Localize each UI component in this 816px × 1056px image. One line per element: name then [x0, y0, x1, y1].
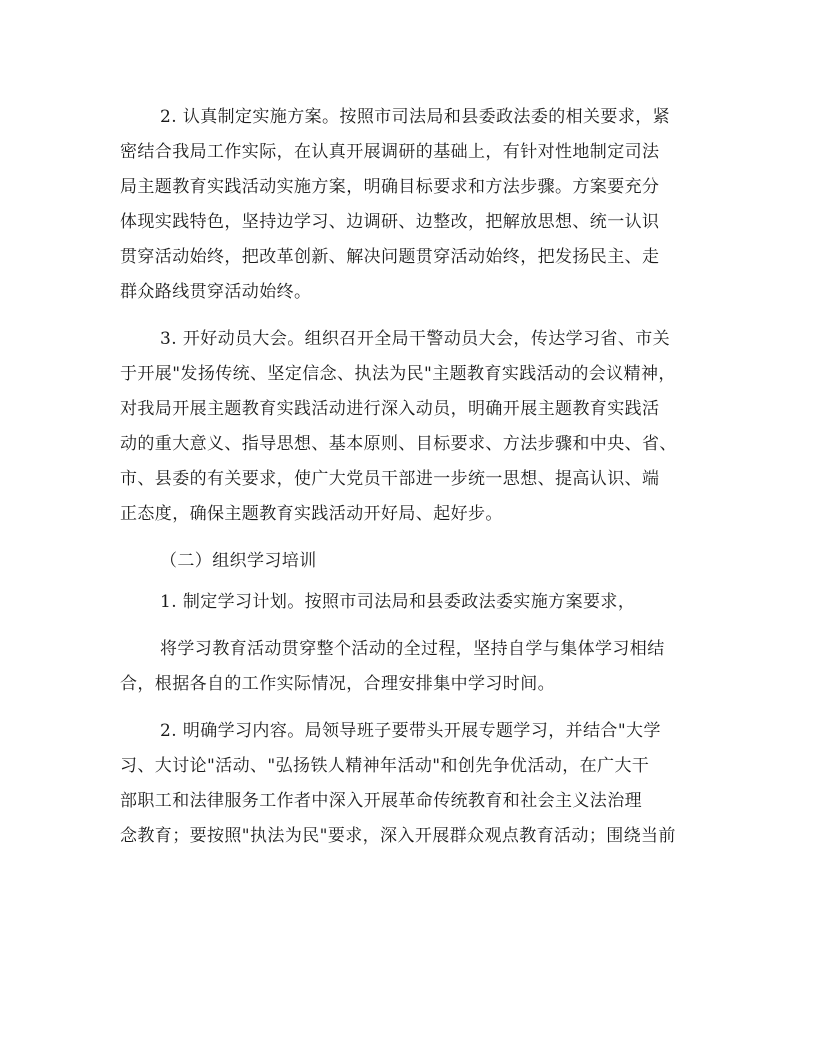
text-line: 体现实践特色，坚持边学习、边调研、边整改，把解放思想、统一认识: [120, 212, 660, 232]
text-line: （二）组织学习培训: [160, 551, 317, 571]
text-line: 1. 制定学习计划。按照市司法局和县委政法委实施方案要求，: [160, 592, 636, 612]
text-line: 正态度，确保主题教育实践活动开好局、起好步。: [120, 504, 503, 524]
text-line: 贯穿活动始终，把改革创新、解决问题贯穿活动始终，把发扬民主、走: [120, 247, 660, 267]
paragraph-study-plan: [120, 585, 700, 620]
text-line: 3. 开好动员大会。组织召开全局干警动员大会，传达学习省、市关: [160, 329, 671, 349]
document-body: [120, 100, 700, 866]
paragraph-study-content: [120, 714, 700, 854]
text-line: 对我局开展主题教育实践活动进行深入动员，明确开展主题教育实践活: [120, 399, 660, 419]
text-line: 2. 明确学习内容。局领导班子要带头开展专题学习，并结合"大学: [160, 721, 661, 741]
paragraph-implementation-plan: [120, 100, 700, 310]
text-line: 市、县委的有关要求，使广大党员干部进一步统一思想、提高认识、端: [120, 469, 660, 489]
text-line: 于开展"发扬传统、坚定信念、执法为民"主题教育实践活动的会议精神，: [120, 364, 676, 384]
section-heading-study-training: [120, 544, 700, 579]
text-line: 将学习教育活动贯穿整个活动的全过程，坚持自学与集体学习相结: [160, 639, 665, 659]
text-line: 2. 认真制定实施方案。按照市司法局和县委政法委的相关要求，紧: [160, 107, 671, 127]
text-line: 动的重大意义、指导思想、基本原则、目标要求、方法步骤和中央、省、: [120, 434, 677, 454]
text-line: 合，根据各自的工作实际情况，合理安排集中学习时间。: [120, 674, 555, 694]
text-line: 密结合我局工作实际，在认真开展调研的基础上，有针对性地制定司法: [120, 142, 660, 162]
text-line: 部职工和法律服务工作者中深入开展革命传统教育和社会主义法治理: [120, 791, 642, 811]
paragraph-study-plan-continued: [120, 632, 700, 702]
paragraph-mobilization-meeting: [120, 322, 700, 532]
text-line: 群众路线贯穿活动始终。: [120, 282, 312, 302]
text-line: 念教育；要按照"执法为民"要求，深入开展群众观点教育活动；围绕当前: [120, 826, 676, 846]
text-line: 局主题教育实践活动实施方案，明确目标要求和方法步骤。方案要充分: [120, 177, 660, 197]
text-line: 习、大讨论"活动、"弘扬铁人精神年活动"和创先争优活动，在广大干: [120, 756, 650, 776]
